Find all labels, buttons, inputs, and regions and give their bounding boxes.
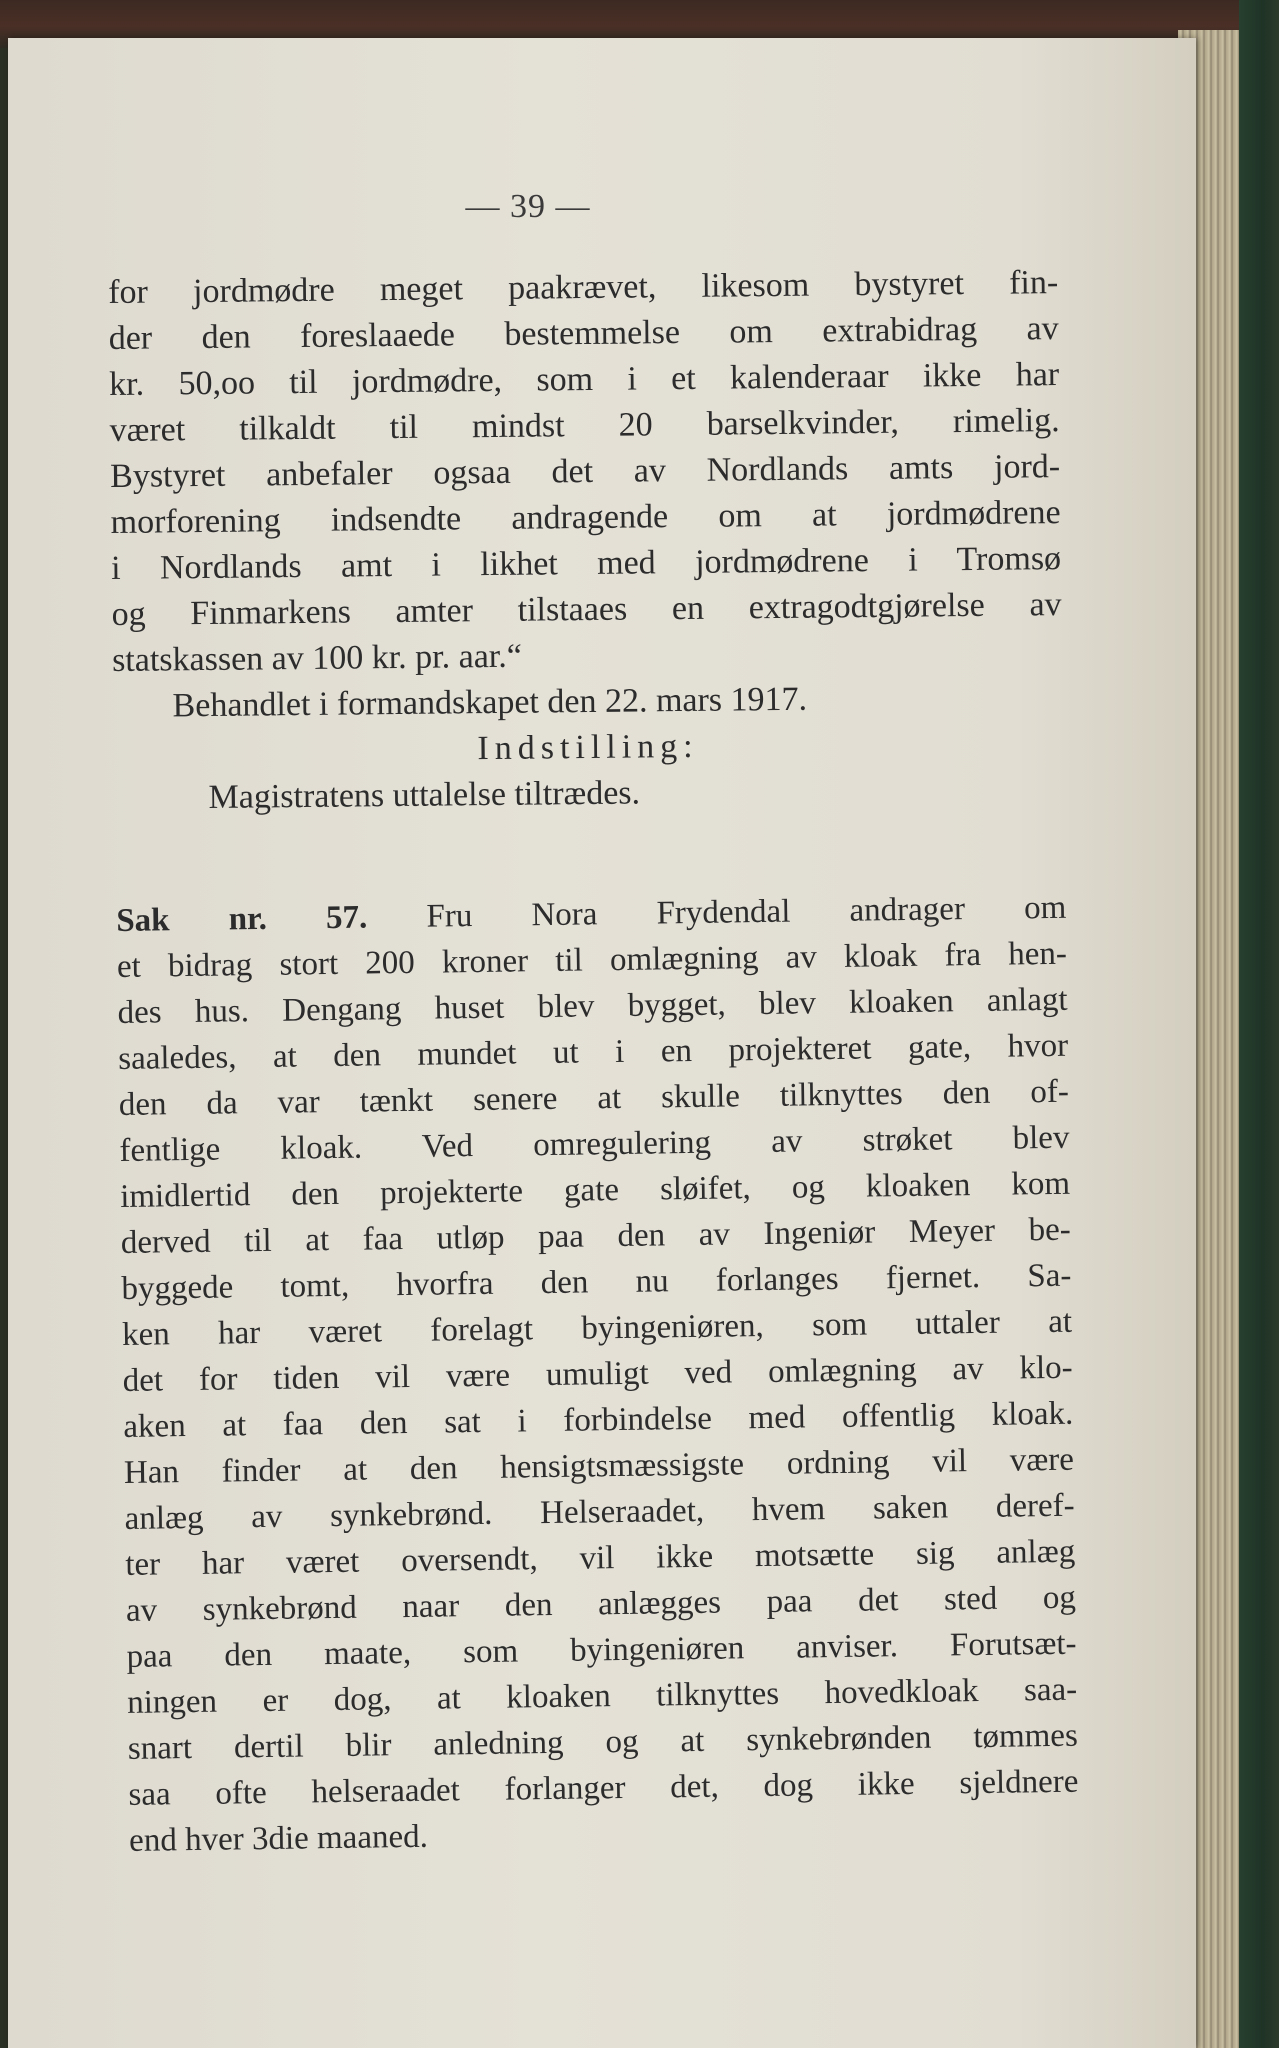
text-line: i Nordlands amt i likhet med jordmødrene i Tromsø (110, 540, 1062, 587)
page-number: — 39 — (465, 188, 591, 225)
indstilling-heading: Indstilling: (477, 727, 699, 768)
text-line: og Finmarkens amter tilstaaes en extragodtgjørelse av (111, 586, 1062, 633)
text-line: det for tiden vil være umuligt ved omlægning av klo- (122, 1349, 1073, 1399)
text-line: morforening indsendte andragende om at jordmødrene (110, 494, 1061, 541)
book-page (8, 38, 1196, 2048)
scan-background-right (1239, 0, 1279, 2048)
text-line: paa den maate, som byingeniøren anviser. Forutsæt- (126, 1625, 1077, 1675)
text-block-sak-57 (116, 885, 1079, 1864)
text-line: været tilkaldt til mindst 20 barselkvinder, rimelig. (109, 402, 1060, 449)
text-line: kr. 50,oo til jordmødre, som i et kalenderaar ikke har (109, 356, 1060, 403)
indstilling-text: Magistratens uttalelse tiltrædes. (208, 774, 641, 816)
text-line: den da var tænkt senere at skulle tilknyttes den of- (118, 1073, 1070, 1123)
sak-first-line-text: Fru Nora Frydendal andrager om (426, 889, 1067, 935)
text-line: der den foreslaaede bestemmelse om extrabidrag av (108, 310, 1059, 357)
text-line: end hver 3die maaned. (128, 1818, 429, 1859)
text-line: saa ofte helseraadet forlanger det, dog ikke sjeldnere (128, 1763, 1079, 1813)
text-block-bystyret (108, 260, 1064, 822)
text-line: snart dertil blir anledning og at synkebrønden tømmes (127, 1717, 1079, 1767)
text-line: ter har været oversendt, vil ikke motsætte sig anlæg (125, 1533, 1076, 1583)
text-line: imidlertid den projekterte gate sløifet, og kloaken kom (119, 1165, 1071, 1215)
text-line: Han finder at den hensigtsmæssigste ordning vil være (123, 1441, 1075, 1491)
text-line: for jordmødre meget paakrævet, likesom bystyret fin- (108, 264, 1059, 311)
text-line: des hus. Dengang huset blev bygget, blev kloaken anlagt (117, 981, 1068, 1031)
sak-number-label: Sak nr. 57. (116, 899, 368, 939)
text-line: Bystyret anbefaler ogsaa det av Nordlands amts jord- (109, 448, 1061, 495)
text-line: statskassen av 100 kr. pr. aar.“ (111, 637, 523, 679)
text-line: av synkebrønd naar den anlægges paa det sted og (125, 1579, 1077, 1629)
text-line: saaledes, at den mundet ut i en projekteret gate, hvor (117, 1027, 1069, 1077)
text-line: fentlige kloak. Ved omregulering av strøket blev (119, 1119, 1070, 1169)
text-line: anlæg av synkebrønd. Helseraadet, hvem saken deref- (124, 1487, 1075, 1537)
behandlet-line: Behandlet i formandskapet den 22. mars 1917. (172, 680, 808, 725)
text-line: derved til at faa utløp paa den av Ingeniør Meyer be- (120, 1211, 1071, 1261)
text-line: ken har været forelagt byingeniøren, som uttaler at (121, 1303, 1073, 1353)
text-line: et bidrag stort 200 kroner til omlægning av kloak fra hen- (116, 935, 1068, 985)
text-line: byggede tomt, hvorfra den nu forlanges fjernet. Sa- (121, 1257, 1072, 1307)
text-line: ningen er dog, at kloaken tilknyttes hovedkloak saa- (126, 1671, 1078, 1721)
text-line: aken at faa den sat i forbindelse med offentlig kloak. (123, 1395, 1074, 1445)
